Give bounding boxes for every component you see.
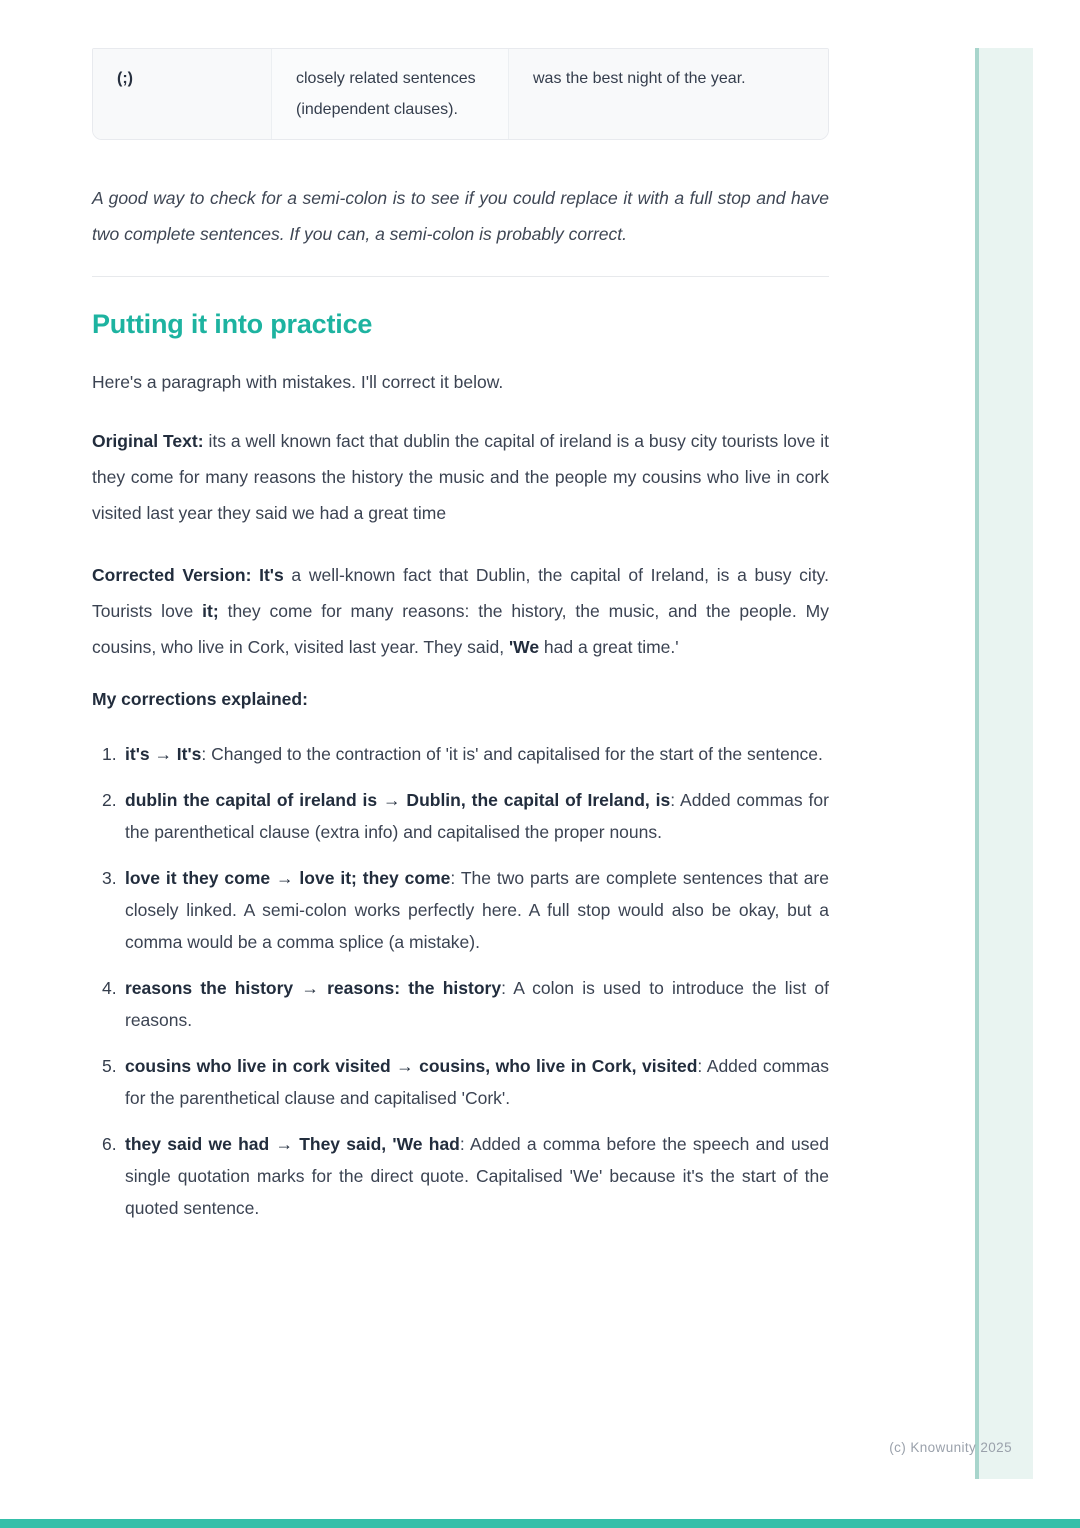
correction-item bbox=[92, 972, 829, 1036]
correction-item bbox=[92, 784, 829, 848]
corrected-bold-segment: it; bbox=[202, 601, 219, 621]
original-text-body: its a well known fact that dublin the capital of ireland is a busy city tourists love it they come for many reasons the history the music and the people my cousins who live in cork visited last year they said we had a great time bbox=[92, 431, 829, 523]
correction-explanation: : Added commas for the parenthetical clause (extra info) and capitalised the proper nouns. bbox=[125, 790, 829, 842]
correction-item bbox=[92, 1128, 829, 1224]
list-item-number: 4. bbox=[102, 978, 117, 998]
corrected-text-segment: a well-known fact that Dublin, the capital of Ireland, is a busy city. Tourists love bbox=[92, 565, 829, 621]
list-item-number: 3. bbox=[102, 868, 117, 888]
corrected-version-paragraph bbox=[92, 557, 829, 665]
table-cell-example: was the best night of the year. bbox=[509, 49, 828, 139]
section-divider bbox=[92, 276, 829, 277]
table-cell-symbol: (;) bbox=[93, 49, 271, 139]
correction-change: cousins who live in cork visited → cousins, who live in Cork, visited bbox=[125, 1056, 698, 1076]
list-item-number: 2. bbox=[102, 790, 117, 810]
punctuation-table-row bbox=[92, 48, 829, 140]
correction-explanation: : The two parts are complete sentences that are closely linked. A semi-colon works perfectly here. A full stop would also be okay, but a comma would be a comma splice (a mistake). bbox=[125, 868, 829, 952]
corrections-label: My corrections explained: bbox=[92, 689, 308, 709]
correction-change: love it they come → love it; they come bbox=[125, 868, 451, 888]
page-content bbox=[92, 0, 829, 1238]
table-cell-usage: closely related sentences (independent clauses). bbox=[271, 49, 509, 139]
list-item-text bbox=[125, 784, 829, 848]
list-item-text bbox=[125, 738, 829, 770]
copyright-notice: (c) Knowunity 2025 bbox=[889, 1440, 1012, 1455]
correction-explanation: : Added a comma before the speech and used single quotation marks for the direct quote. Capitalised 'We' because it's the start of the quoted sentence. bbox=[125, 1134, 829, 1218]
correction-explanation: : A colon is used to introduce the list of reasons. bbox=[125, 978, 829, 1030]
original-text-paragraph bbox=[92, 423, 829, 531]
correction-item bbox=[92, 738, 829, 770]
correction-change: dublin the capital of ireland is → Dublin, the capital of Ireland, is bbox=[125, 790, 671, 810]
section-intro: Here's a paragraph with mistakes. I'll correct it below. bbox=[92, 372, 504, 392]
corrected-text-segment: they come for many reasons: the history, the music, and the people. My cousins, who live in Cork, visited last year. They said, bbox=[92, 601, 829, 657]
correction-item bbox=[92, 1050, 829, 1114]
correction-explanation: : Changed to the contraction of 'it is' and capitalised for the start of the sentence. bbox=[201, 744, 823, 764]
page-bottom-accent-bar bbox=[0, 1519, 1080, 1528]
correction-item bbox=[92, 862, 829, 958]
correction-change: reasons the history → reasons: the history bbox=[125, 978, 502, 998]
section-heading: Putting it into practice bbox=[92, 309, 373, 339]
corrected-text-segment: had a great time.' bbox=[539, 637, 679, 657]
list-item-number: 5. bbox=[102, 1056, 117, 1076]
corrections-list bbox=[92, 738, 829, 1224]
correction-change: they said we had → They said, 'We had bbox=[125, 1134, 460, 1154]
list-item-text bbox=[125, 1050, 829, 1114]
corrected-label-segment: Corrected Version: It's bbox=[92, 565, 284, 585]
list-item-number: 1. bbox=[102, 744, 117, 764]
original-text-label: Original Text: bbox=[92, 431, 204, 451]
list-item-text bbox=[125, 862, 829, 958]
list-item-text bbox=[125, 1128, 829, 1224]
corrected-bold-segment: 'We bbox=[508, 637, 540, 657]
page-edge-accent-bar bbox=[975, 48, 1033, 1479]
correction-explanation: : Added commas for the parenthetical clause and capitalised 'Cork'. bbox=[125, 1056, 829, 1108]
list-item-text bbox=[125, 972, 829, 1036]
semicolon-tip-note: A good way to check for a semi-colon is to see if you could replace it with a full stop and have two complete sentences. If you can, a semi-colon is probably correct. bbox=[92, 188, 829, 244]
list-item-number: 6. bbox=[102, 1134, 117, 1154]
correction-change: it's → It's bbox=[125, 744, 202, 764]
